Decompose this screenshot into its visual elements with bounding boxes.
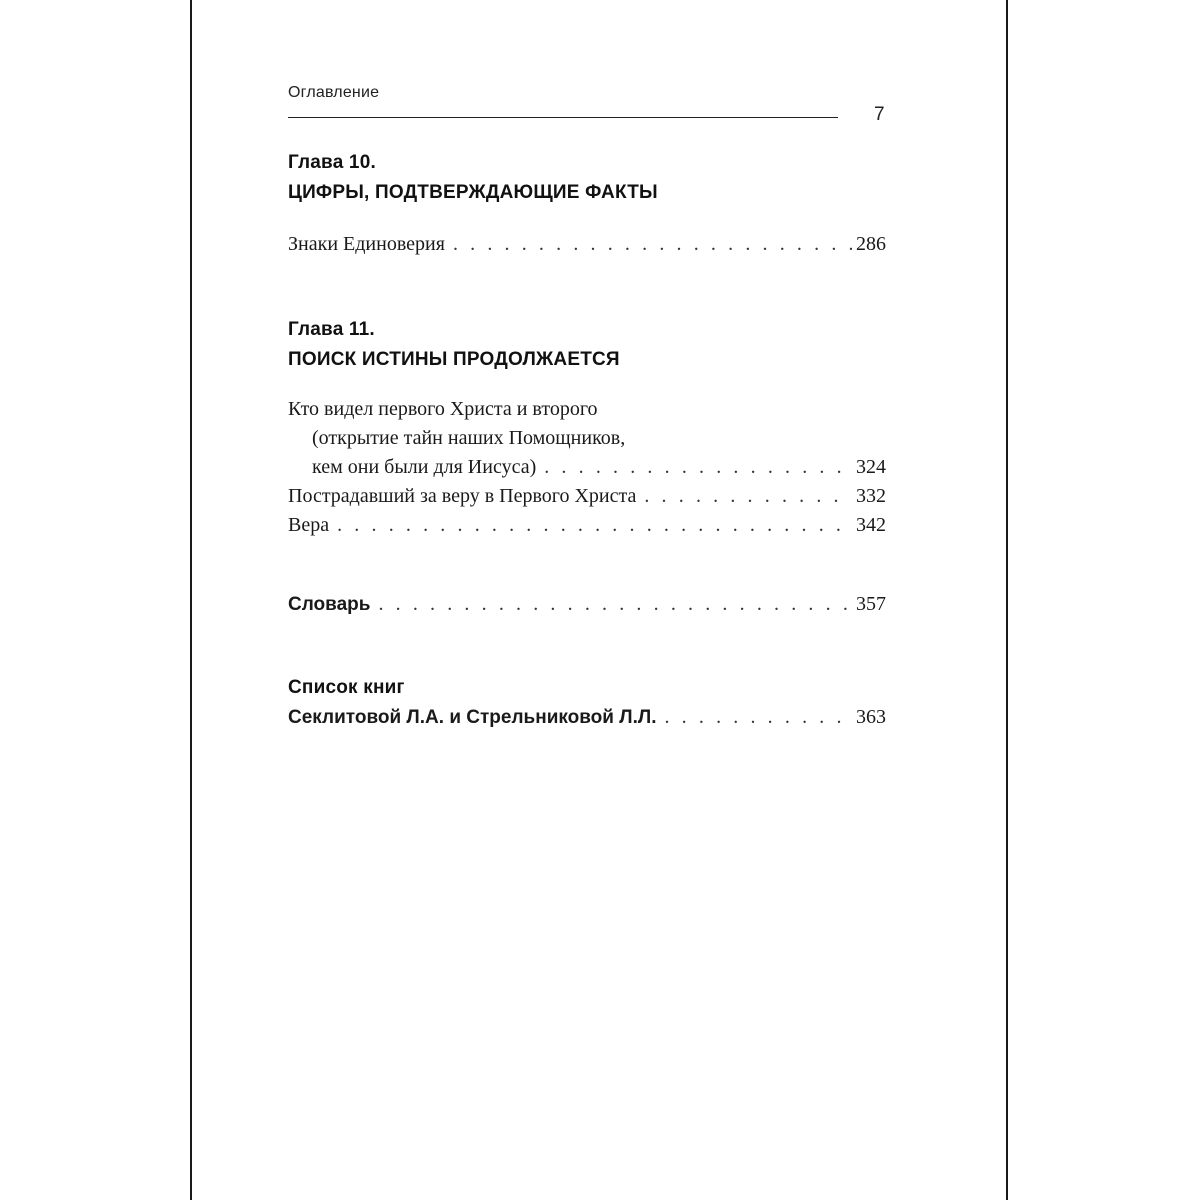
leader-dots <box>644 482 852 511</box>
toc-entry-label: Секлитовой Л.А. и Стрельниковой Л.Л. <box>288 707 657 728</box>
toc-entry-label: Пострадавший за веру в Первого Христа <box>288 485 637 507</box>
toc-entry-label: Вера <box>288 514 330 536</box>
leader-dots <box>544 453 852 482</box>
leader-dots <box>337 511 852 540</box>
toc-entry-page: 342 <box>856 514 886 536</box>
chapter-10-title: ЦИФРЫ, ПОДТВЕРЖДАЮЩИЕ ФАКТЫ <box>288 182 658 203</box>
chapter-10-section <box>288 148 886 259</box>
toc-entry-page: 332 <box>856 485 886 507</box>
toc-entry-label: Знаки Единоверия <box>288 233 445 255</box>
toc-entry-page: 363 <box>856 706 886 728</box>
leader-dots <box>378 590 852 619</box>
chapter-11-section <box>288 315 886 540</box>
header-title: Оглавление <box>288 84 380 101</box>
running-header <box>288 84 890 125</box>
toc-entry-label: кем они были для Иисуса) <box>312 456 537 478</box>
chapter-10-label: Глава 10. <box>288 152 376 173</box>
header-rule <box>288 117 838 118</box>
toc-entry-line-1: Список книг <box>288 677 405 698</box>
toc-entry-page: 357 <box>856 593 886 615</box>
toc-entry-page: 324 <box>856 456 886 478</box>
toc-entry-line-2 <box>288 703 886 732</box>
table-of-contents <box>288 148 886 732</box>
toc-entry-faith[interactable] <box>288 511 886 540</box>
toc-entry-signs-of-unity[interactable] <box>288 230 886 259</box>
toc-entry-line-1: Кто видел первого Христа и второго <box>288 398 598 420</box>
toc-entry-sufferer-for-faith[interactable] <box>288 482 886 511</box>
toc-entry-line-2: (открытие тайн наших Помощников, <box>312 427 626 449</box>
page-number: 7 <box>874 104 885 125</box>
chapter-11-label: Глава 11. <box>288 319 375 340</box>
toc-entry-glossary[interactable] <box>288 590 886 619</box>
toc-entry-book-list[interactable] <box>288 673 886 732</box>
chapter-11-title: ПОИСК ИСТИНЫ ПРОДОЛЖАЕТСЯ <box>288 349 620 370</box>
book-page <box>190 0 1008 1200</box>
toc-entry-label: Словарь <box>288 594 371 615</box>
toc-entry-page: 286 <box>856 233 886 255</box>
toc-entry-who-saw-christ[interactable] <box>288 395 886 482</box>
leader-dots <box>453 230 852 259</box>
leader-dots <box>664 703 852 732</box>
toc-entry-line-3 <box>288 453 886 482</box>
